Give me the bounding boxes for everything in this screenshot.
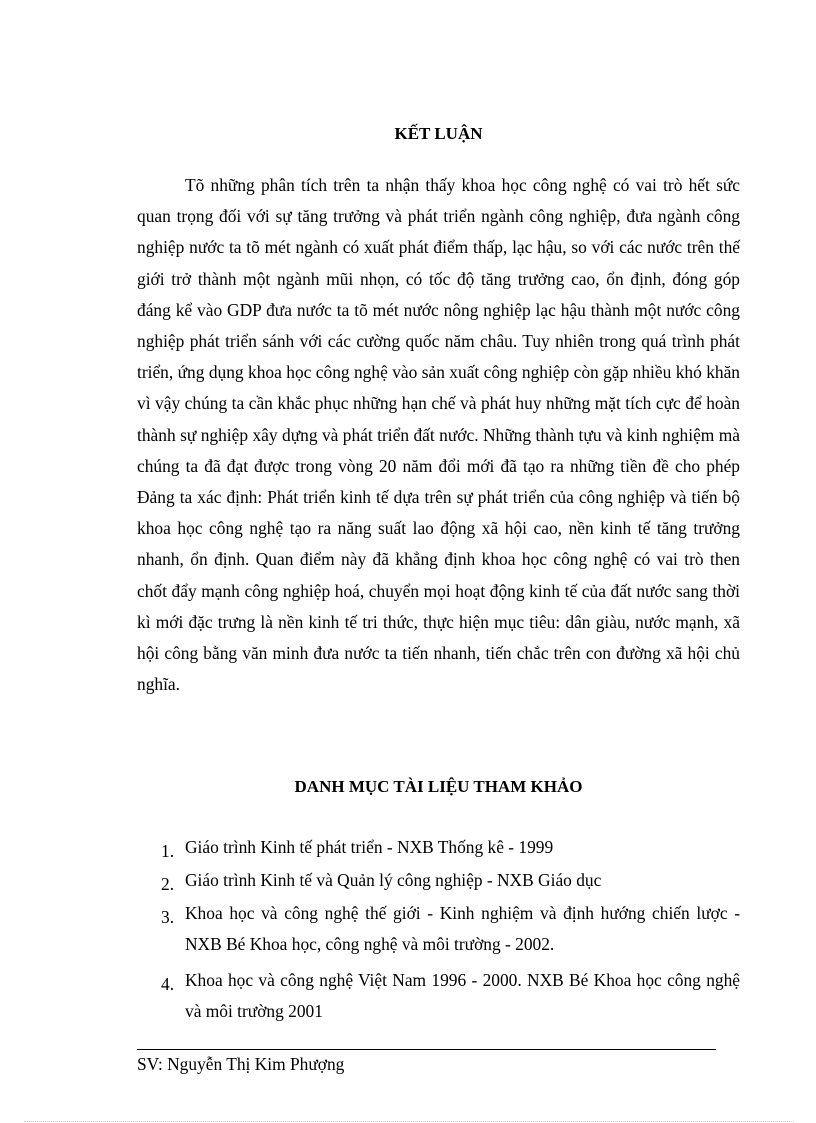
- reference-number: 3.: [161, 907, 175, 927]
- reference-text: Giáo trình Kinh tế phát triển - NXB Thống kê - 1999: [185, 837, 554, 857]
- reference-item: [137, 965, 740, 1027]
- reference-item: [137, 898, 740, 960]
- footer-author: SV: Nguyễn Thị Kim Phượng: [137, 1054, 345, 1074]
- conclusion-paragraph: Tõ những phân tích trên ta nhận thấy khoa học công nghệ có vai trò hết sức quan trọng đối với sự tăng trưởng và phát triển ngành công nghiệp, đưa ngành công nghiệp nước ta tõ mét ngành có xuất phát điểm thấp, lạc hậu, so với các nước trên thế giới trở thành một ngành mũi nhọn, có tốc độ tăng trưởng cao, ổn định, đóng góp đáng kể vào GDP đưa nước ta tõ mét nước nông nghiệp lạc hậu thành một nước công nghiệp phát triển sánh với các cường quốc năm châu. Tuy nhiên trong quá trình phát triển, ứng dụng khoa học công nghệ vào sản xuất công nghiệp còn gặp nhiều khó khăn vì vậy chúng ta cần khắc phục những hạn chế và phát huy những mặt tích cực để hoàn thành sự nghiệp xây dựng và phát triển đất nước. Những thành tựu và kinh nghiệm mà chúng ta đã đạt được trong vòng 20 năm đổi mới đã tạo ra những tiền đề cho phép Đảng ta xác định: Phát triển kinh tế dựa trên sự phát triển của công nghiệp và tiến bộ khoa học công nghệ tạo ra năng suất lao động xã hội cao, nền kinh tế tăng trưởng nhanh, ổn định. Quan điểm này đã khẳng định khoa học công nghệ có vai trò then chốt đẩy mạnh công nghiệp hoá, chuyển mọi hoạt động kinh tế của đất nước sang thời kì mới đặc trưng là nền kinh tế tri thức, thực hiện mục tiêu: dân giàu, nước mạnh, xã hội công bằng văn minh đưa nước ta tiến nhanh, tiến chắc trên con đường xã hội chủ nghĩa.: [137, 175, 740, 695]
- reference-number: 1.: [161, 841, 175, 861]
- reference-number: 2.: [161, 874, 175, 894]
- page-boundary: [24, 1121, 794, 1122]
- reference-item: [137, 865, 740, 896]
- reference-item: [137, 832, 740, 863]
- reference-text: Giáo trình Kinh tế và Quản lý công nghiệp - NXB Giáo dục: [185, 870, 602, 890]
- reference-list: [137, 832, 740, 1027]
- references-heading: DANH MỤC TÀI LIỆU THAM KHẢO: [294, 777, 583, 796]
- footer-divider: [137, 1049, 716, 1050]
- reference-number: 4.: [161, 974, 175, 994]
- conclusion-heading: KẾT LUẬN: [394, 124, 483, 143]
- reference-text: Khoa học và công nghệ Việt Nam 1996 - 2000. NXB Bé Khoa học công nghệ và môi trường 2001: [185, 970, 740, 1021]
- reference-text: Khoa học và công nghệ thế giới - Kinh nghiệm và định hướng chiến lược - NXB Bé Khoa học, công nghệ và môi trường - 2002.: [185, 903, 740, 954]
